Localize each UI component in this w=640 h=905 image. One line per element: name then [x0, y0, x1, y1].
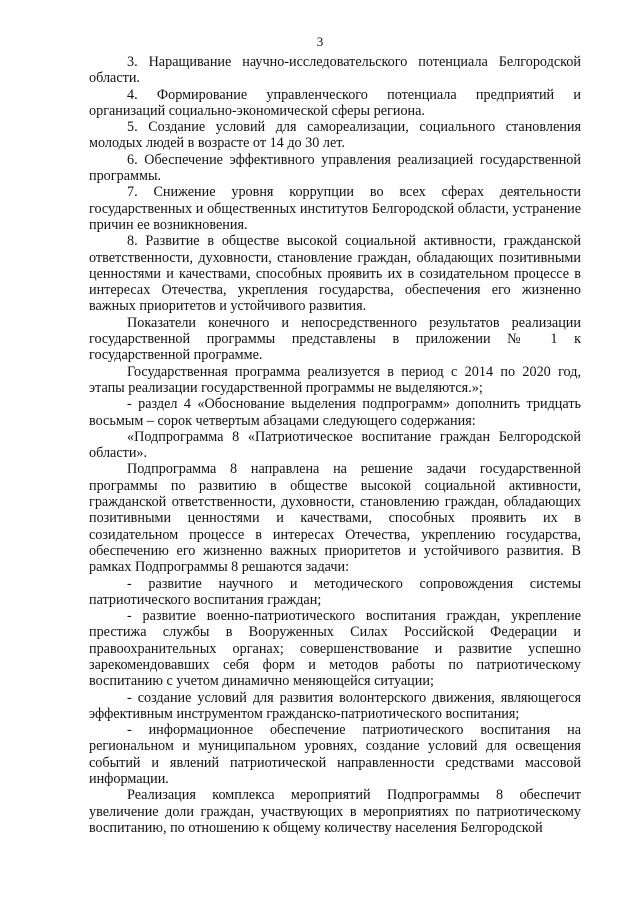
paragraph-section-4-amendment: - раздел 4 «Обоснование выделения подпрограмм» дополнить тридцать восьмым – сорок четвертым абзацами следующего содержания:	[89, 396, 581, 429]
task-item-volunteer: - создание условий для развития волонтерского движения, являющегося эффективным инструментом гражданско-патриотического воспитания;	[89, 689, 581, 722]
paragraph-item-5: 5. Создание условий для самореализации, социального становления молодых людей в возрасте от 14 до 30 лет.	[89, 119, 581, 152]
paragraph-subprogram-8-purpose: Подпрограмма 8 направлена на решение задачи государственной программы по развитию в обществе высокой социальной активности, гражданской ответственности, духовности, становлению граждан, обладающих позитивными ценностями и качествами, способных проявить их в созидательном процессе в интересах Отечества, укреплению государства, обеспечению его жизненно важных приоритетов и устойчивого развития. В рамках Подпрограммы 8 решаются задачи:	[89, 461, 581, 576]
paragraph-item-7: 7. Снижение уровня коррупции во всех сферах деятельности государственных и общественных институтов Белгородской области, устранение причин ее возникновения.	[89, 184, 581, 233]
task-item-information: - информационное обеспечение патриотического воспитания на региональном и муниципальном уровнях, создание условий для освещения событий и явлений патриотической направленности средствами массовой информации.	[89, 722, 581, 788]
paragraph-implementation: Реализация комплекса мероприятий Подпрограммы 8 обеспечит увеличение доли граждан, участвующих в мероприятиях по патриотическому воспитанию, по отношению к общему количеству населения Белгородской	[89, 787, 581, 836]
task-item-scientific-support: - развитие научного и методического сопровождения системы патриотического воспитания граждан;	[89, 575, 581, 608]
paragraph-item-6: 6. Обеспечение эффективного управления реализацией государственной программы.	[89, 151, 581, 185]
paragraph-period: Государственная программа реализуется в период с 2014 по 2020 год, этапы реализации государственной программы не выделяются.»;	[89, 363, 581, 396]
paragraph-indicators: Показатели конечного и непосредственного результатов реализации государственной программы представлены в приложении № 1 к государственной программе.	[89, 314, 581, 364]
paragraph-subprogram-8-title: «Подпрограмма 8 «Патриотическое воспитание граждан Белгородской области».	[89, 428, 581, 462]
paragraph-item-8: 8. Развитие в обществе высокой социальной активности, гражданской ответственности, духовности, становление граждан, обладающих позитивными ценностями и качествами, способных проявить их в созидательном процессе в интересах Отечества, укрепления государства, обеспечения его жизненно важных приоритетов и устойчивого развития.	[89, 233, 581, 315]
task-item-military-patriotic: - развитие военно-патриотического воспитания граждан, укрепление престижа службы в Вооруженных Силах Российской Федерации и правоохранительных органах; совершенствование и развитие успешно зарекомендовавших себя форм и методов работы по патриотическому воспитанию с учетом динамично меняющейся ситуации;	[89, 608, 581, 690]
paragraph-item-3: 3. Наращивание научно-исследовательского потенциала Белгородской области.	[89, 54, 581, 87]
page-number: 3	[316, 34, 324, 49]
paragraph-item-4: 4. Формирование управленческого потенциала предприятий и организаций социально-экономической сферы региона.	[89, 86, 581, 119]
document-body	[89, 54, 581, 836]
